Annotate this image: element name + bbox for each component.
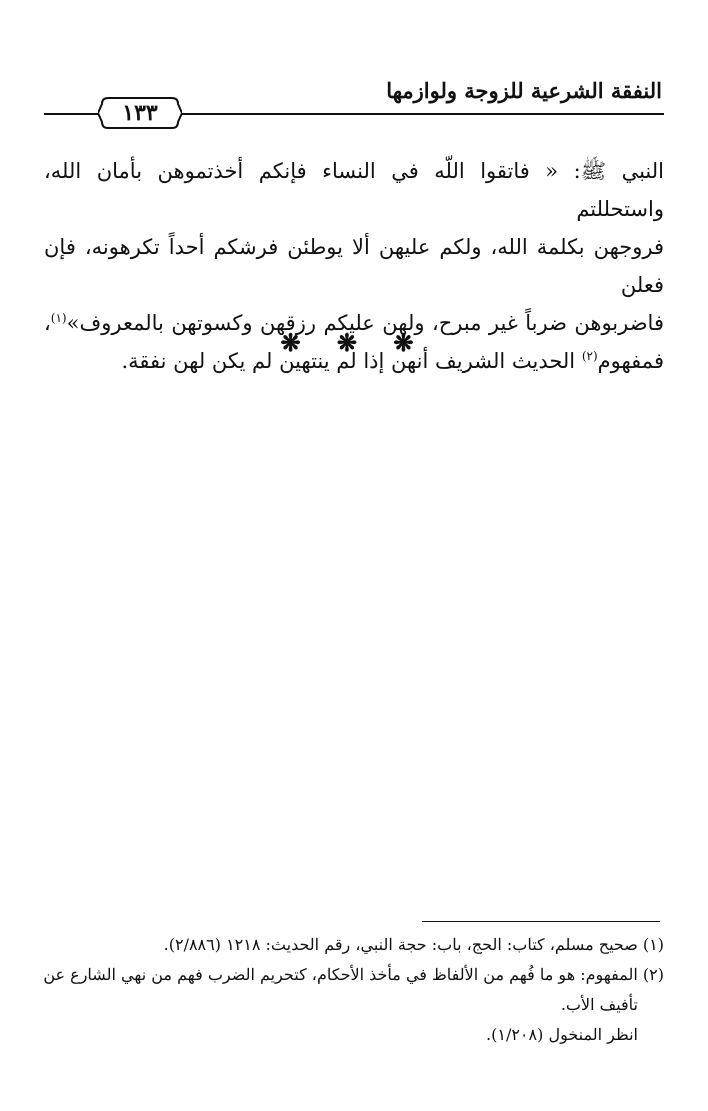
footnote-ref-2: (٢) xyxy=(581,349,598,363)
header-rule-left xyxy=(44,113,98,115)
footnote-1: (١) صحيح مسلم، كتاب: الحج، باب: حجة النبي، رقم الحديث: ١٢١٨ (٢/٨٨٦). xyxy=(163,935,664,954)
text-line-3-tail: ، xyxy=(44,311,51,335)
footnote-2: (٢) المفهوم: هو ما فُهم من الألفاظ في مأخذ الأحكام، كتحريم الضرب فهم من نهي الشارع عن xyxy=(43,965,664,984)
header-rule-right xyxy=(182,113,664,115)
text-line-4-end: الحديث الشريف أنهن إذا لم ينتهين لم يكن لهن نفقة. xyxy=(121,349,576,373)
footnote-ref-1: (١) xyxy=(50,311,67,325)
footnotes xyxy=(44,930,664,1050)
text-line-1: النبي ﷺ: « فاتقوا اللّه في النساء فإنكم أخذتموهن بأمان الله، واستحللتم xyxy=(44,159,664,221)
running-title: النفقة الشرعية للزوجة ولوازمها xyxy=(386,78,662,103)
page-header xyxy=(0,72,708,132)
footnote-2-reference: انظر المنخول (١/٢٠٨). xyxy=(486,1025,638,1044)
footnote-divider xyxy=(422,921,660,922)
footnote-2-continuation: تأفيف الأب. xyxy=(560,995,638,1014)
page-number: ١٣٣ xyxy=(122,100,158,126)
text-line-4-start: فمفهوم xyxy=(597,349,664,373)
text-line-3-main: فاضربوهن ضرباً غير مبرح، ولهن عليكم رزقهن وكسوتهن بالمعروف» xyxy=(66,311,664,335)
section-separator: ❋ ❋ ❋ xyxy=(280,328,428,357)
text-line-2: فروجهن بكلمة الله، ولكم عليهن ألا يوطئن فرشكم أحداً تكرهونه، فإن فعلن xyxy=(44,235,664,297)
page-number-badge xyxy=(98,94,182,132)
